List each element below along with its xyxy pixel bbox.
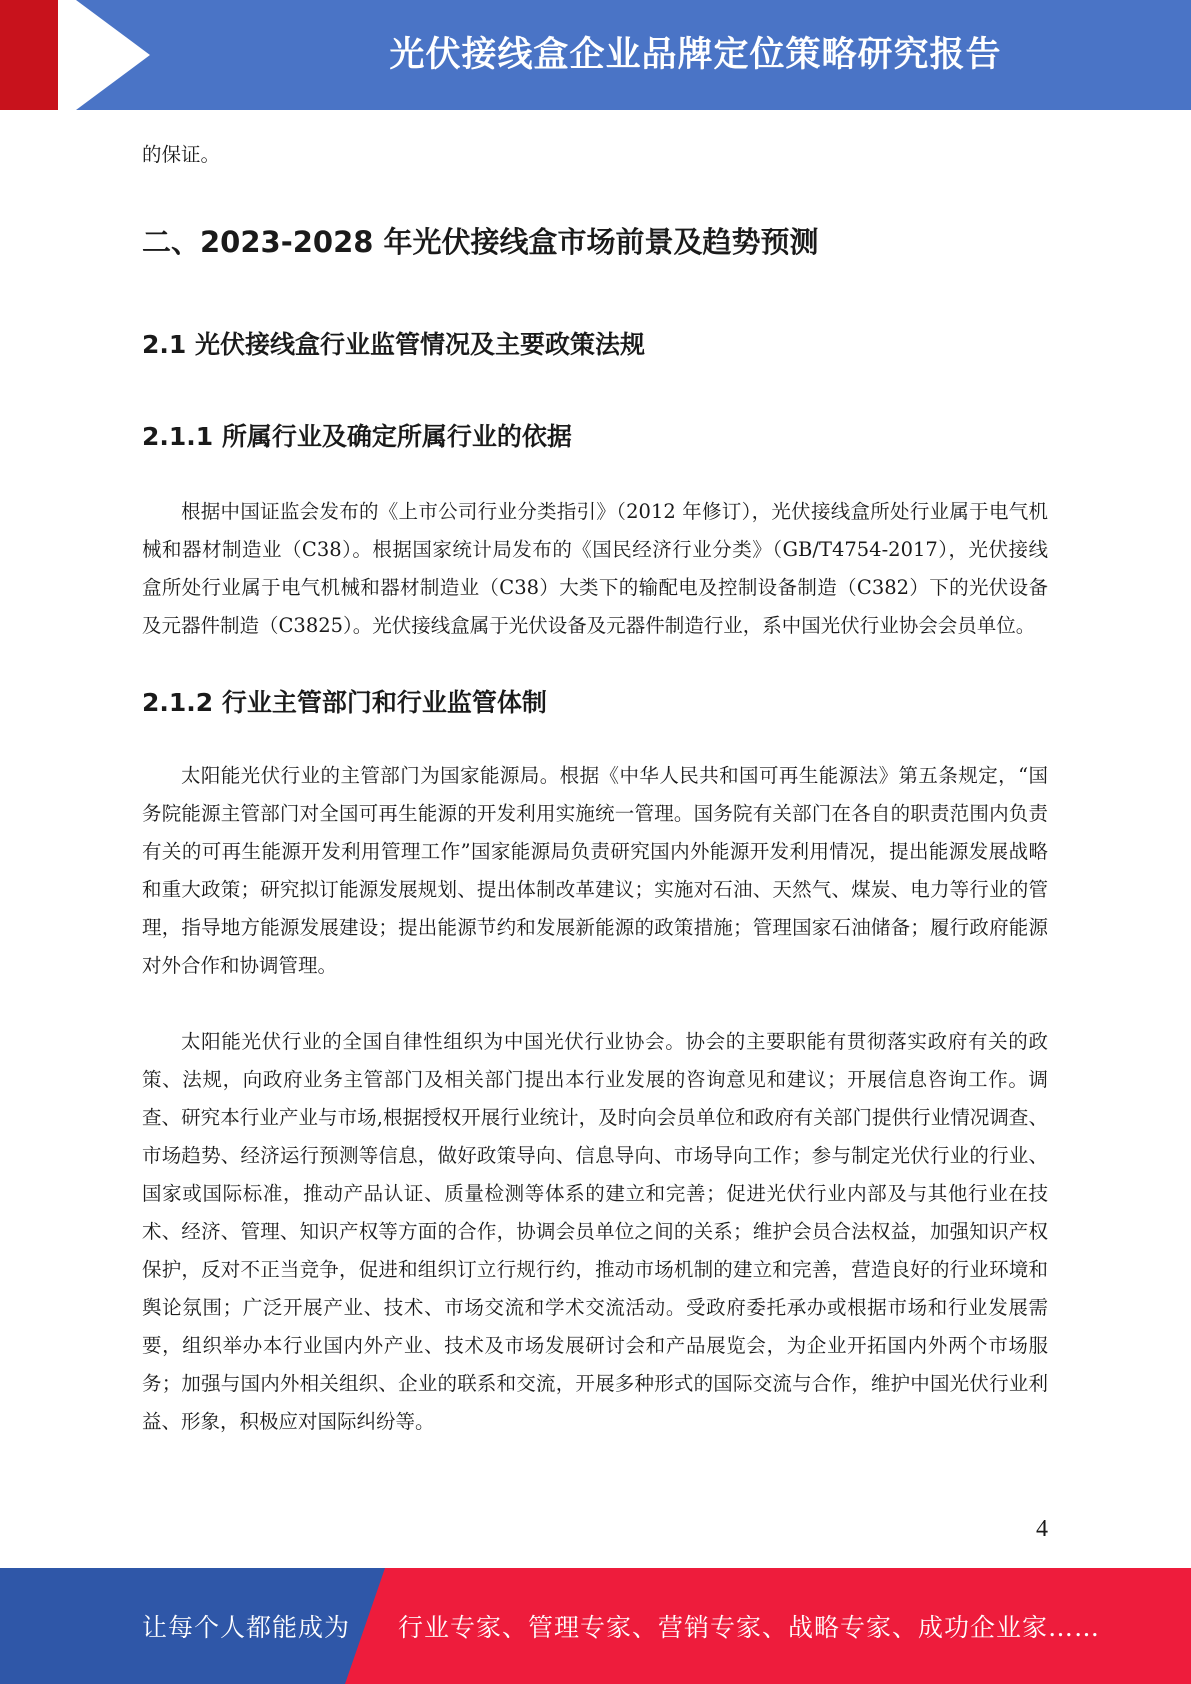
page-number: 4 xyxy=(1036,1516,1048,1542)
page-footer xyxy=(0,1568,1191,1684)
subsection-heading: 2.1 光伏接线盒行业监管情况及主要政策法规 xyxy=(142,330,645,359)
footer-slogan-left: 让每个人都能成为 xyxy=(142,1613,351,1642)
section-heading: 二、2023-2028 年光伏接线盒市场前景及趋势预测 xyxy=(142,225,819,259)
continuation-text: 的保证。 xyxy=(142,143,221,166)
subsubsection-heading-2: 2.1.2 行业主管部门和行业监管体制 xyxy=(142,688,547,717)
subsubsection-heading-1: 2.1.1 所属行业及确定所属行业的依据 xyxy=(142,422,572,451)
page-header xyxy=(0,0,1191,110)
footer-slogan-right: 行业专家、管理专家、营销专家、战略专家、成功企业家…… xyxy=(398,1613,1101,1642)
report-title: 光伏接线盒企业品牌定位策略研究报告 xyxy=(389,35,1002,75)
paragraph-regulator: 太阳能光伏行业的主管部门为国家能源局。根据《中华人民共和国可再生能源法》第五条规定，“国务院能源主管部门对全国可再生能源的开发利用实施统一管理。国务院有关部门在各自的职责范围内负责有关的可再生能源开发利用管理工作”国家能源局负责研究国内外能源开发利用情况，提出能源发展战略和重大政策；研究拟订能源发展规划、提出体制改革建议；实施对石油、天然气、煤炭、电力等行业的管理，指导地方能源发展建设；提出能源节约和发展新能源的政策措施；管理国家石油储备；履行政府能源对外合作和协调管理。 xyxy=(142,764,1048,977)
paragraph-association: 太阳能光伏行业的全国自律性组织为中国光伏行业协会。协会的主要职能有贯彻落实政府有关的政策、法规，向政府业务主管部门及相关部门提出本行业发展的咨询意见和建议；开展信息咨询工作。调查、研究本行业产业与市场,根据授权开展行业统计，及时向会员单位和政府有关部门提供行业情况调查、市场趋势、经济运行预测等信息，做好政策导向、信息导向、市场导向工作；参与制定光伏行业的行业、国家或国际标准，推动产品认证、质量检测等体系的建立和完善；促进光伏行业内部及与其他行业在技术、经济、管理、知识产权等方面的合作，协调会员单位之间的关系；维护会员合法权益，加强知识产权保护，反对不正当竞争，促进和组织订立行规行约，推动市场机制的建立和完善，营造良好的行业环境和舆论氛围；广泛开展产业、技术、市场交流和学术交流活动。受政府委托承办或根据市场和行业发展需要，组织举办本行业国内外产业、技术及市场发展研讨会和产品展览会，为企业开拓国内外两个市场服务；加强与国内外相关组织、企业的联系和交流，开展多种形式的国际交流与合作，维护中国光伏行业利益、形象，积极应对国际纠纷等。 xyxy=(142,1030,1048,1433)
paragraph-industry-classification: 根据中国证监会发布的《上市公司行业分类指引》（2012 年修订），光伏接线盒所处行业属于电气机械和器材制造业（C38）。根据国家统计局发布的《国民经济行业分类》（GB/T4754-2017），光伏接线盒所处行业属于电气机械和器材制造业（C38）大类下的输配电及控制设备制造（C382）下的光伏设备及元器件制造（C3825）。光伏接线盒属于光伏设备及元器件制造行业，系中国光伏行业协会会员单位。 xyxy=(142,500,1048,637)
page-content xyxy=(142,136,1048,1441)
